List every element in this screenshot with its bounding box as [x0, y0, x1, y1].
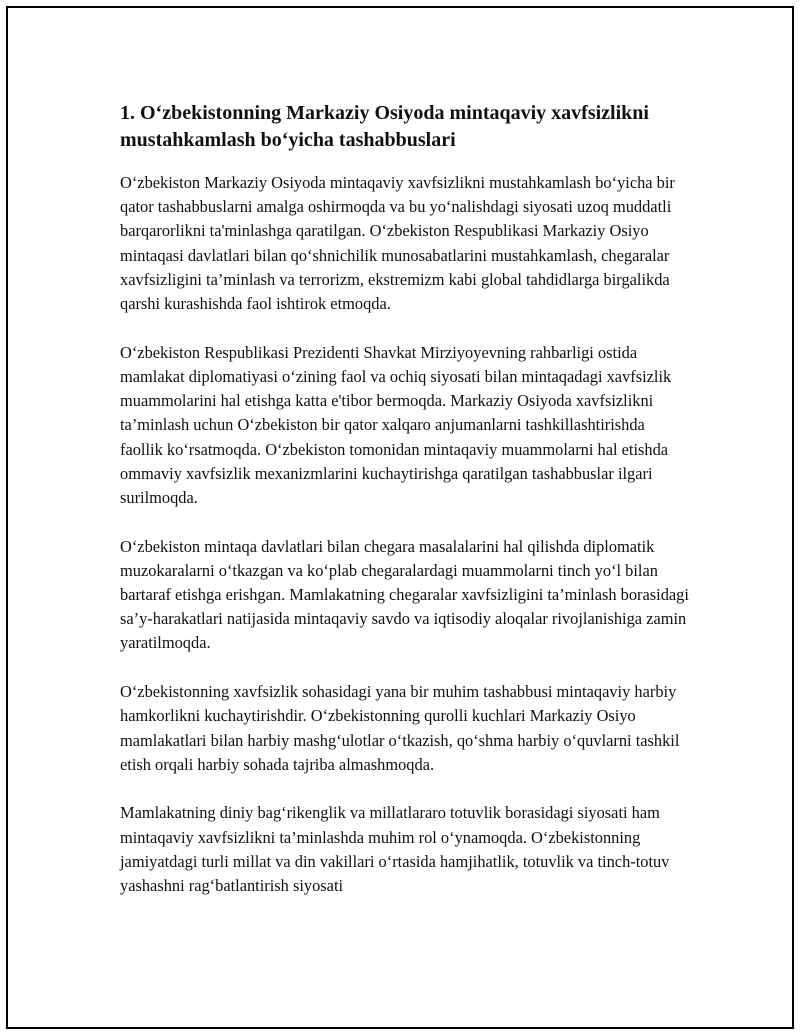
- document-content: [120, 100, 690, 898]
- paragraph-2: O‘zbekiston Respublikasi Prezidenti Shavkat Mirziyoyevning rahbarligi ostida mamlakat diplomatiyasi o‘zining faol va ochiq siyosati bilan mintaqadagi xavfsizlik muammolarini hal etishga katta e'tibor bermoqda. Markaziy Osiyoda xavfsizlikni ta’minlash uchun O‘zbekiston bir qator xalqaro anjumanlarni tashkillashtirishda faollik ko‘rsatmoqda. O‘zbekiston tomonidan mintaqaviy muammolarni hal etishda ommaviy xavfsizlik mexanizmlarini kuchaytirishga qaratilgan tashabbuslar ilgari surilmoqda.: [120, 342, 672, 507]
- section-heading: 1. O‘zbekistonning Markaziy Osiyoda mintaqaviy xavfsizlikni mustahkamlash bo‘yicha tashabbuslari: [120, 102, 649, 151]
- paragraph-1: O‘zbekiston Markaziy Osiyoda mintaqaviy xavfsizlikni mustahkamlash bo‘yicha bir qator tashabbuslarni amalga oshirmoqda va bu yo‘nalishdagi siyosati uzoq muddatli barqarorlikni ta'minlashga qaratilgan. O‘zbekiston Respublikasi Markaziy Osiyo mintaqasi davlatlari bilan qo‘shnichilik munosabatlarini mustahkamlash, chegaralar xavfsizligini ta’minlash va terrorizm, ekstremizm kabi global tahdidlarga birgalikda qarshi kurashishda faol ishtirok etmoqda.: [120, 173, 675, 314]
- paragraph-5: Mamlakatning diniy bag‘rikenglik va millatlararo totuvlik borasidagi siyosati ham mintaqaviy xavfsizlikni ta’minlashda muhim rol o‘ynamoqda. O‘zbekistonning jamiyatdagi turli millat va din vakillari o‘rtasida hamjihatlik, totuvlik va tinch-totuv yashashni rag‘batlantirish siyosati: [120, 803, 670, 896]
- paragraph-3: O‘zbekiston mintaqa davlatlari bilan chegara masalalarini hal qilishda diplomatik muzokaralarni o‘tkazgan va ko‘plab chegaralardagi muammolarni tinch yo‘l bilan bartaraf etishga erishgan. Mamlakatning chegaralar xavfsizligini ta’minlash borasidagi sa’y-harakatlari natijasida mintaqaviy savdo va iqtisodiy aloqalar rivojlanishiga zamin yaratilmoqda.: [120, 536, 689, 653]
- paragraph-4: O‘zbekistonning xavfsizlik sohasidagi yana bir muhim tashabbusi mintaqaviy harbiy hamkorlikni kuchaytirishdir. O‘zbekistonning qurolli kuchlari Markaziy Osiyo mamlakatlari bilan harbiy mashg‘ulotlar o‘tkazish, qo‘shma harbiy o‘quvlarni tashkil etish orqali harbiy sohada tajriba almashmoqda.: [120, 682, 680, 774]
- document-page: [6, 6, 794, 1029]
